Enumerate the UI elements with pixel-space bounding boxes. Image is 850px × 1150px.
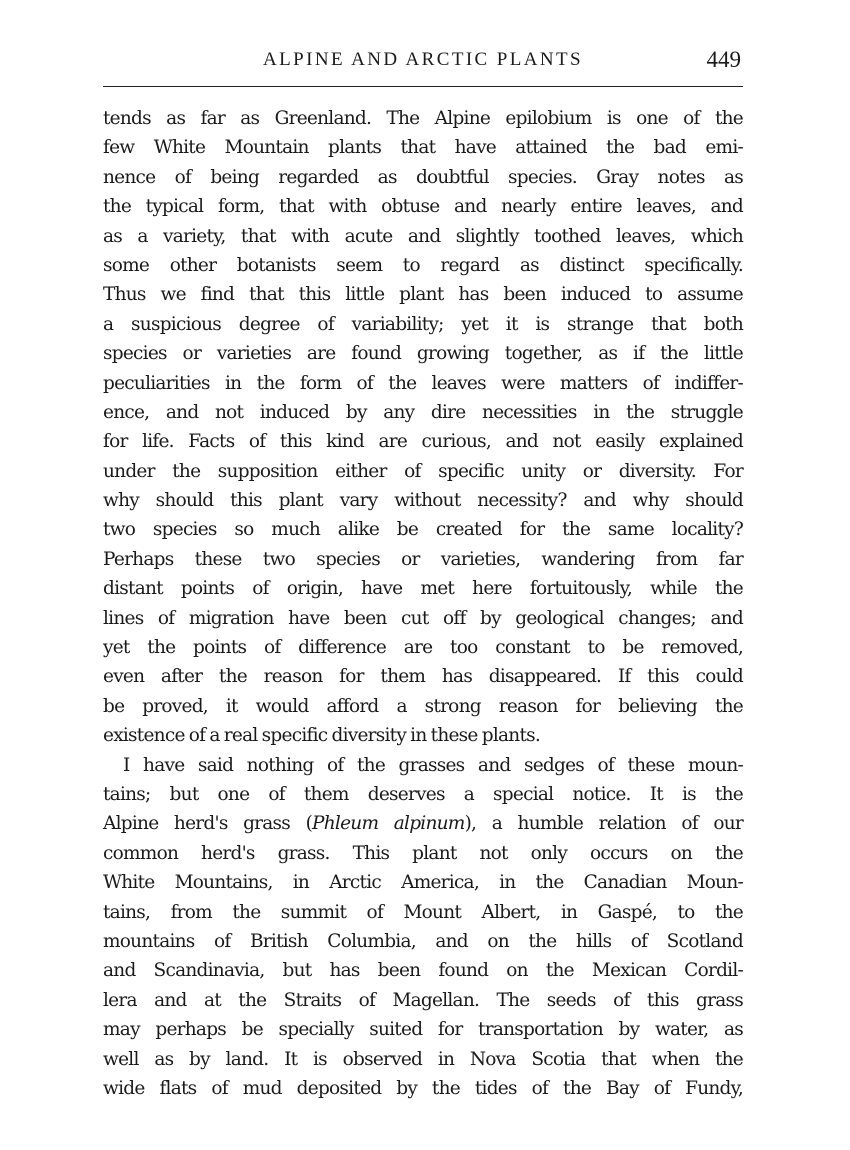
text-line: distant points of origin, have met here fortuitously, while the bbox=[103, 578, 743, 600]
text-line: species or varieties are found growing together, as if the little bbox=[103, 343, 743, 365]
running-head bbox=[103, 46, 743, 82]
italic-species-name: Phleum alpinum bbox=[312, 813, 465, 835]
text-line: Thus we find that this little plant has been induced to assume bbox=[103, 284, 743, 306]
text-line: under the supposition either of specific unity or diversity. For bbox=[103, 460, 743, 482]
text-line: tains, from the summit of Mount Albert, in Gaspé, to the bbox=[103, 901, 743, 923]
text-line: be proved, it would afford a strong reason for believing the bbox=[103, 695, 743, 717]
text-line: peculiarities in the form of the leaves were matters of indiffer- bbox=[103, 372, 743, 394]
text-line: tains; but one of them deserves a special notice. It is the bbox=[103, 783, 743, 805]
text-line: existence of a real specific diversity in these plants. bbox=[103, 725, 541, 747]
text-line: well as by land. It is observed in Nova Scotia that when the bbox=[103, 1048, 743, 1070]
page-number: 449 bbox=[706, 47, 741, 72]
text-line-with-italic bbox=[103, 809, 743, 838]
text-line: White Mountains, in Arctic America, in the Canadian Moun- bbox=[103, 872, 743, 894]
text-line: why should this plant vary without necessity? and why should bbox=[103, 490, 743, 512]
text-line: as a variety, that with acute and slightly toothed leaves, which bbox=[103, 225, 743, 247]
text-line: tends as far as Greenland. The Alpine epilobium is one of the bbox=[103, 108, 743, 129]
text-line: Perhaps these two species or varieties, wandering from far bbox=[103, 548, 743, 570]
text-line: common herd's grass. This plant not only occurs on the bbox=[103, 842, 743, 864]
paragraph-2 bbox=[103, 751, 743, 1104]
text-line: even after the reason for them has disappeared. If this could bbox=[103, 666, 743, 688]
text-segment: ), a humble relation of our bbox=[464, 813, 743, 835]
text-line: nence of being regarded as doubtful species. Gray notes as bbox=[103, 166, 743, 188]
text-line: wide flats of mud deposited by the tides of the Bay of Fundy, bbox=[103, 1077, 743, 1099]
running-title: ALPINE AND ARCTIC PLANTS bbox=[263, 49, 583, 70]
text-line: I have said nothing of the grasses and sedges of these moun- bbox=[123, 754, 743, 776]
text-line: some other botanists seem to regard as distinct specifically. bbox=[103, 254, 743, 276]
paragraph-1 bbox=[103, 104, 743, 751]
header-rule bbox=[103, 86, 743, 87]
text-line: may perhaps be specially suited for transportation by water, as bbox=[103, 1019, 743, 1041]
text-line: and Scandinavia, but has been found on the Mexican Cordil- bbox=[103, 960, 743, 982]
text-line: mountains of British Columbia, and on the hills of Scotland bbox=[103, 930, 743, 952]
text-line: for life. Facts of this kind are curious, and not easily explained bbox=[103, 431, 743, 453]
text-line: lines of migration have been cut off by geological changes; and bbox=[103, 607, 743, 629]
text-line: yet the points of difference are too constant to be removed, bbox=[103, 637, 743, 659]
text-line: few White Mountain plants that have attained the bad emi- bbox=[103, 137, 743, 159]
text-line: lera and at the Straits of Magellan. The seeds of this grass bbox=[103, 989, 743, 1011]
text-segment: Alpine herd's grass ( bbox=[103, 813, 313, 835]
text-line: the typical form, that with obtuse and nearly entire leaves, and bbox=[103, 196, 743, 218]
text-line: two species so much alike be created for the same locality? bbox=[103, 519, 743, 541]
text-line: a suspicious degree of variability; yet it is strange that both bbox=[103, 313, 743, 335]
text-line: ence, and not induced by any dire necessities in the struggle bbox=[103, 401, 743, 423]
body-text bbox=[103, 104, 743, 1103]
